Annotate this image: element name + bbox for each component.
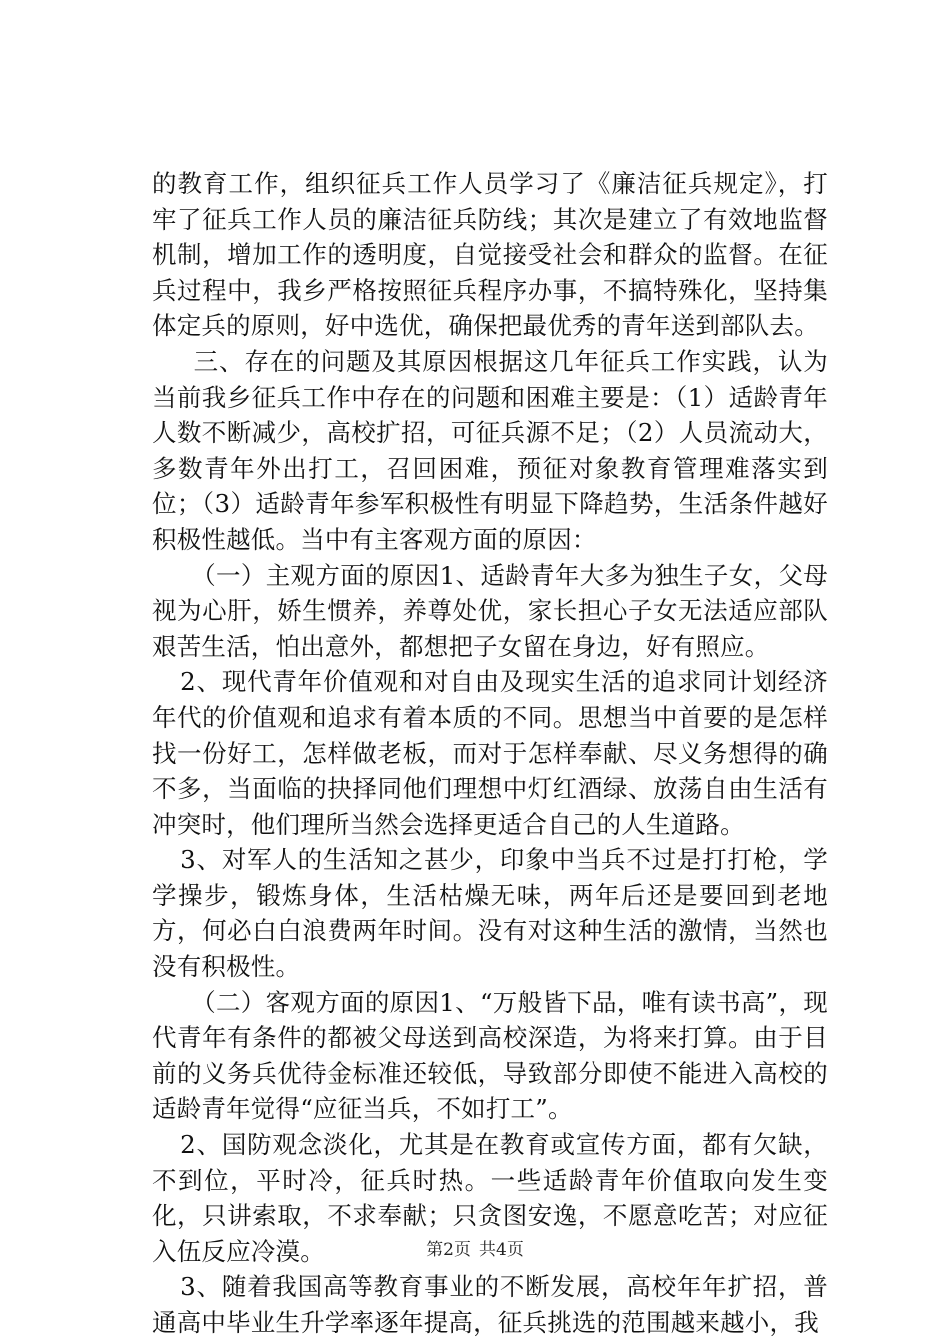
page-footer	[0, 1240, 950, 1260]
page-number: 第2页	[426, 1240, 471, 1260]
paragraph-7: 2、国防观念淡化，尤其是在教育或宣传方面，都有欠缺，不到位，平时冷，征兵时热。一些适龄青年价值取向发生变化，只讲索取，不求奉献；只贪图安逸，不愿意吃苦；对应征入伍反应冷漠。	[152, 1130, 828, 1266]
paragraph-1: 的教育工作，组织征兵工作人员学习了《廉洁征兵规定》，打牢了征兵工作人员的廉洁征兵防线；其次是建立了有效地监督机制，增加工作的透明度，自觉接受社会和群众的监督。在征兵过程中，我乡严格按照征兵程序办事，不搞特殊化，坚持集体定兵的原则，好中选优，确保把最优秀的青年送到部队去。	[152, 169, 828, 341]
document-body	[152, 166, 828, 1341]
paragraph-5: 3、对军人的生活知之甚少，印象中当兵不过是打打枪，学学操步，锻炼身体，生活枯燥无味，两年后还是要回到老地方，何必白白浪费两年时间。没有对这种生活的激情，当然也没有积极性。	[152, 845, 828, 982]
paragraph-8: 3、随着我国高等教育事业的不断发展，高校年年扩招，普通高中毕业生升学率逐年提高，征兵挑选的范围越来越小，我	[152, 1272, 828, 1337]
paragraph-4: 2、现代青年价值观和对自由及现实生活的追求同计划经济年代的价值观和追求有着本质的不同。思想当中首要的是怎样找一份好工，怎样做老板，而对于怎样奉献、尽义务想得的确不多，当面临的抉择同他们理想中灯红酒绿、放荡自由生活有冲突时，他们理所当然会选择更适合自己的人生道路。	[152, 667, 828, 839]
paragraph-2: 三、存在的问题及其原因根据这几年征兵工作实践，认为当前我乡征兵工作中存在的问题和困难主要是：（1）适龄青年人数不断减少，高校扩招，可征兵源不足；（2）人员流动大，多数青年外出打工，召回困难，预征对象教育管理难落实到位；（3）适龄青年参军积极性有明显下降趋势，生活条件越好积极性越低。当中有主客观方面的原因：	[152, 346, 828, 554]
page-total: 共4页	[479, 1240, 524, 1260]
paragraph-6: （二）客观方面的原因1、“万般皆下品，唯有读书高”，现代青年有条件的都被父母送到高校深造，为将来打算。由于目前的义务兵优待金标准还较低，导致部分即使不能进入高校的适龄青年觉得“应征当兵，不如打工”。	[152, 987, 828, 1124]
paragraph-3: （一）主观方面的原因1、适龄青年大多为独生子女，父母视为心肝，娇生惯养，养尊处优，家长担心子女无法适应部队艰苦生活，怕出意外，都想把子女留在身边，好有照应。	[152, 560, 828, 661]
